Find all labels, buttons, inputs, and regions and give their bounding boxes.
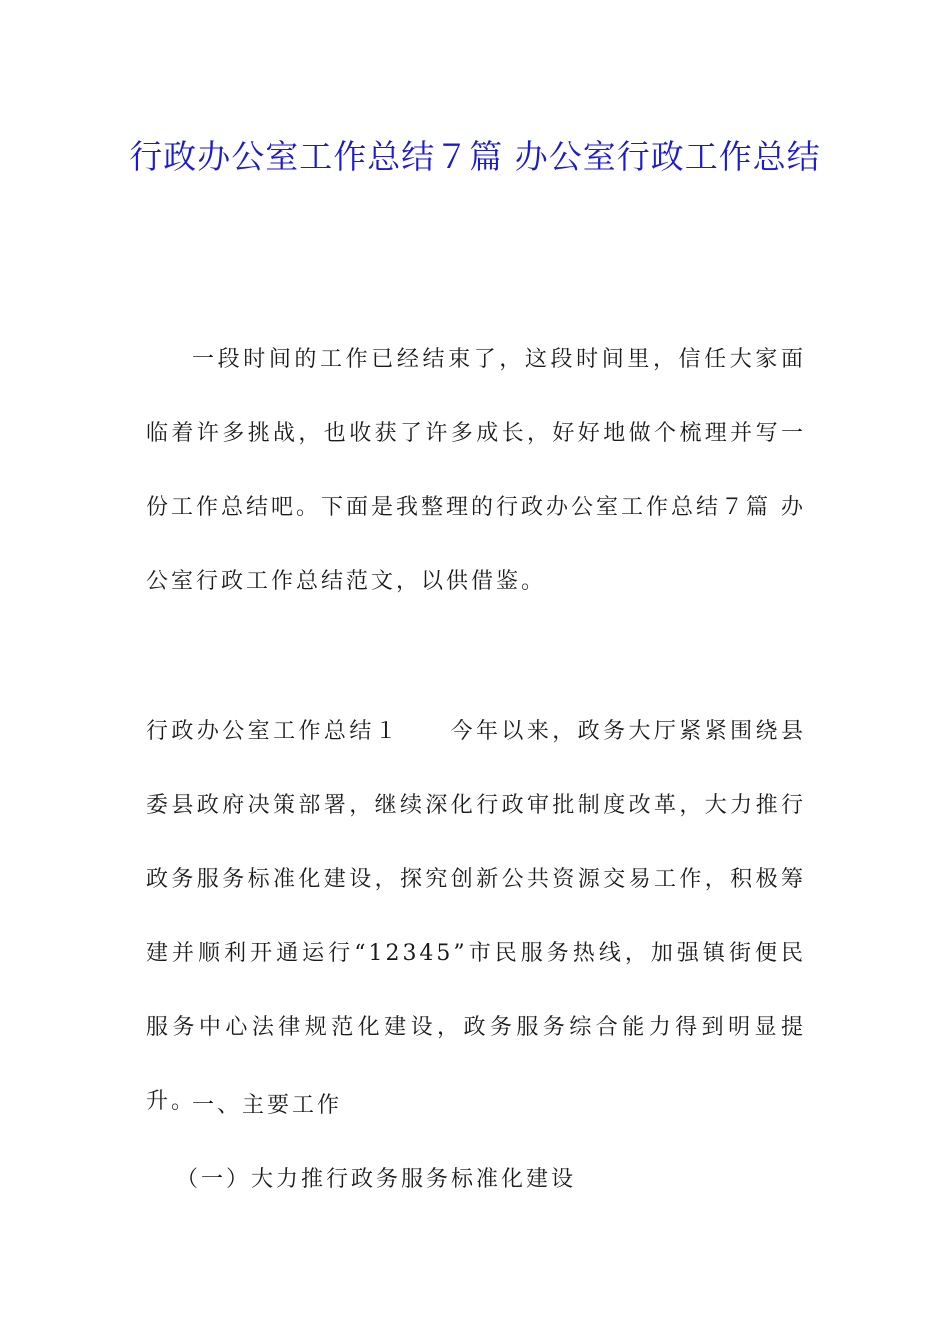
subheading-standardization: （一）大力推行政务服务标准化建设	[176, 1167, 577, 1192]
intro-paragraph: 一段时间的工作已经结束了，这段时间里，信任大家面临着许多挑战，也收获了许多成长，好好地做个梳理并写一份工作总结吧。下面是我整理的行政办公室工作总结７篇 办公室行政工作总结范文，以供借鉴。	[146, 347, 806, 594]
heading-main-work: 一、主要工作	[192, 1093, 343, 1118]
section1-label: 行政办公室工作总结１	[146, 719, 401, 744]
section1-text: 今年以来，政务大厅紧紧围绕县委县政府决策部署，继续深化行政审批制度改革，大力推行政务服务标准化建设，探究创新公共资源交易工作，积极筹建并顺利开通运行“12345”市民服务热线，加强镇街便民服务中心法律规范化建设，政务服务综合能力得到明显提升。	[146, 719, 806, 1114]
document-title: 行政办公室工作总结７篇 办公室行政工作总结	[129, 137, 821, 176]
